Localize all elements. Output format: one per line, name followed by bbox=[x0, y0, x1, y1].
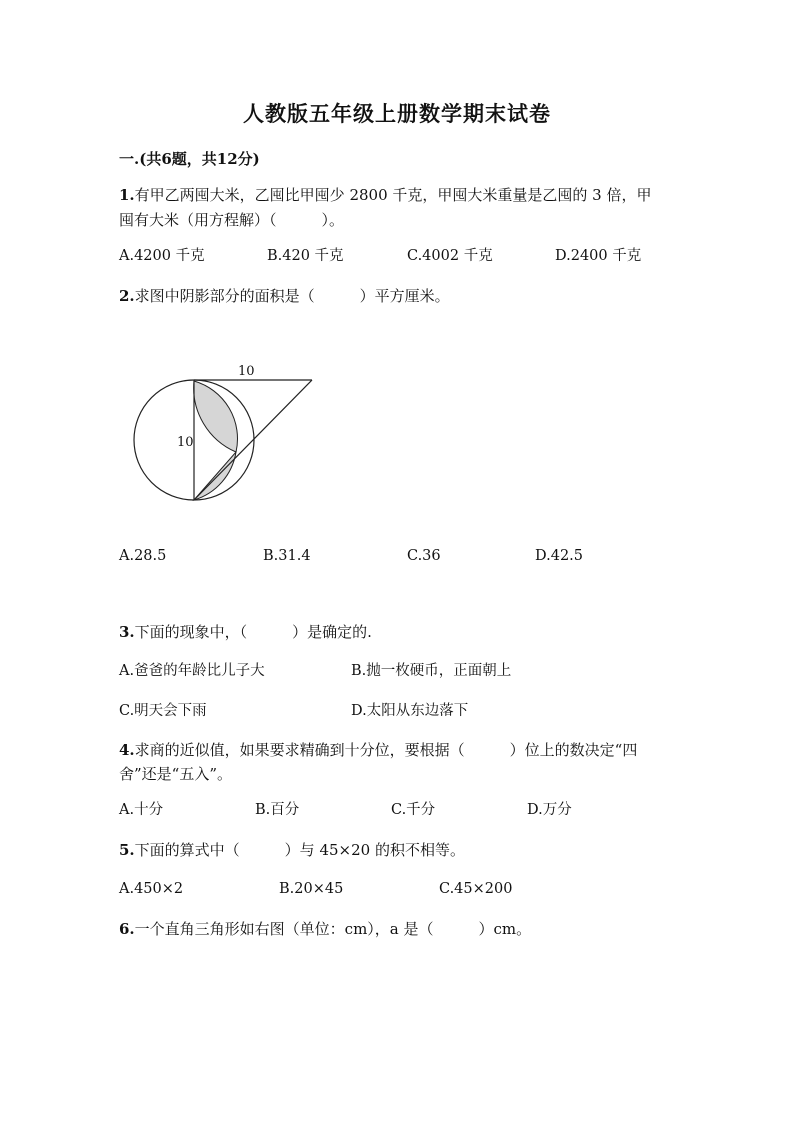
question-2-option-b[interactable]: B.31.4 bbox=[263, 548, 311, 564]
question-3-option-d[interactable]: D.太阳从东边落下 bbox=[351, 703, 469, 719]
question-4-option-b[interactable]: B.百分 bbox=[255, 802, 300, 818]
label-top-length: 10 bbox=[238, 364, 255, 379]
question-1-number: 1. bbox=[119, 186, 135, 204]
question-6-line bbox=[119, 917, 531, 942]
question-2-option-a[interactable]: A.28.5 bbox=[119, 548, 167, 564]
question-2-text: 求图中阴影部分的面积是（ ）平方厘米。 bbox=[134, 287, 450, 305]
question-4-option-d[interactable]: D.万分 bbox=[527, 802, 572, 818]
question-4-option-a[interactable]: A.十分 bbox=[119, 802, 164, 818]
question-5-option-b[interactable]: B.20×45 bbox=[279, 881, 344, 897]
question-1-option-b[interactable]: B.420 千克 bbox=[267, 248, 344, 264]
question-4-line-1 bbox=[119, 738, 637, 763]
label-left-length: 10 bbox=[177, 435, 194, 450]
question-3-number: 3. bbox=[119, 623, 135, 641]
question-5-option-c[interactable]: C.45×200 bbox=[439, 881, 513, 897]
question-1-text-line-2: 囤有大米（用方程解）（ ）。 bbox=[119, 211, 345, 229]
section-heading: 一.(共6题，共12分) bbox=[119, 150, 260, 168]
question-3-line bbox=[119, 620, 372, 645]
question-2-option-c[interactable]: C.36 bbox=[407, 548, 441, 564]
question-3-text: 下面的现象中，（ ）是确定的. bbox=[134, 623, 372, 641]
question-5-text: 下面的算式中（ ）与 45×20 的积不相等。 bbox=[134, 841, 465, 859]
question-1-option-d[interactable]: D.2400 千克 bbox=[555, 248, 642, 264]
question-6-text: 一个直角三角形如右图（单位：cm），a 是（ ）cm。 bbox=[134, 920, 532, 938]
question-5-option-a[interactable]: A.450×2 bbox=[119, 881, 184, 897]
shaded-lens-region bbox=[194, 381, 238, 452]
question-4-option-c[interactable]: C.千分 bbox=[391, 802, 436, 818]
page-title: 人教版五年级上册数学期末试卷 bbox=[243, 101, 551, 126]
question-6-number: 6. bbox=[119, 920, 135, 938]
question-5-number: 5. bbox=[119, 841, 135, 859]
question-4-number: 4. bbox=[119, 741, 135, 759]
question-1-option-a[interactable]: A.4200 千克 bbox=[119, 248, 205, 264]
question-4-text-line-2: 舍”还是“五入”。 bbox=[119, 765, 233, 783]
question-4-text-line-1: 求商的近似值，如果要求精确到十分位，要根据（ ）位上的数决定“四 bbox=[134, 741, 638, 759]
question-2-number: 2. bbox=[119, 287, 135, 305]
question-3-option-b[interactable]: B.抛一枚硬币，正面朝上 bbox=[351, 663, 512, 679]
question-3-option-c[interactable]: C.明天会下雨 bbox=[119, 703, 207, 719]
question-3-option-a[interactable]: A.爸爸的年龄比儿子大 bbox=[119, 663, 265, 679]
question-2-option-d[interactable]: D.42.5 bbox=[535, 548, 584, 564]
question-1-option-c[interactable]: C.4002 千克 bbox=[407, 248, 493, 264]
question-1-text-line-1: 有甲乙两囤大米，乙囤比甲囤少 2800 千克，甲囤大米重量是乙囤的 3 倍，甲 bbox=[134, 186, 652, 204]
question-5-line bbox=[119, 838, 465, 863]
